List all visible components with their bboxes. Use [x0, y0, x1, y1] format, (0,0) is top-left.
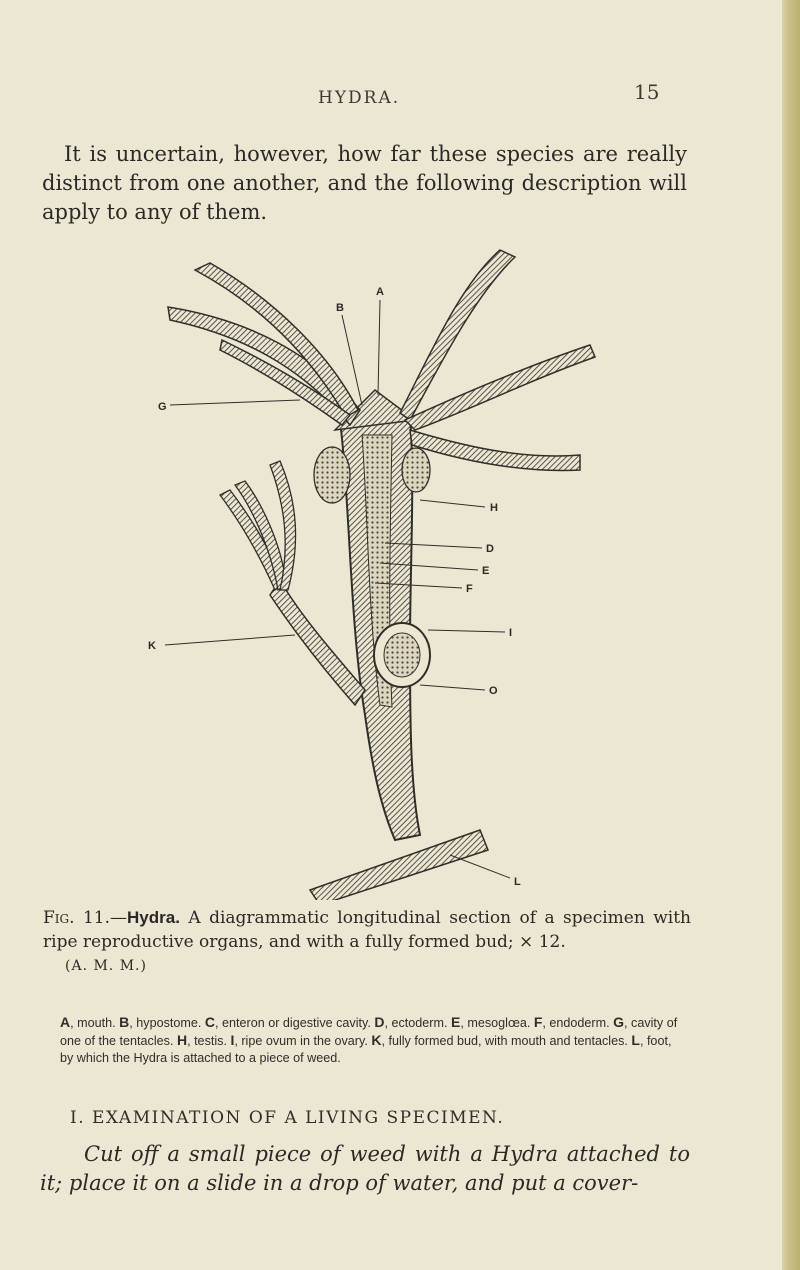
intro-paragraph: It is uncertain, however, how far these species are really distinct from one another, and the following description will apply to any of them. [42, 142, 687, 224]
legend-entry: F, endoderm. [533, 1014, 610, 1030]
instruction-paragraph: Cut off a small piece of weed with a Hydra attached to it; place it on a slide in a drop of water, and put a cover- [40, 1142, 690, 1195]
page-number: 15 [634, 80, 660, 104]
label-d: D [486, 543, 494, 555]
legend-letter: D [374, 1014, 385, 1030]
legend-description: cavity of one of the tentacles. [60, 1016, 678, 1048]
legend-entry: G, cavity of one of the tentacles. [60, 1014, 678, 1048]
label-h: H [490, 502, 498, 514]
label-e: E [482, 565, 490, 577]
legend-entry: K, fully formed bud, with mouth and tentacles. [371, 1032, 628, 1048]
page-header [0, 80, 782, 118]
legend-letter: L [631, 1032, 640, 1048]
legend-letter: F [533, 1014, 543, 1030]
legend-entry: B, hypostome. [119, 1014, 202, 1030]
figure-legend [60, 1014, 680, 1067]
label-i: I [509, 627, 513, 639]
label-o: O [489, 685, 498, 697]
label-f: F [466, 583, 473, 595]
caption-credit: (A. M. M.) [65, 958, 147, 974]
figure-caption: Fig. 11.—Hydra. A diagrammatic longitudinal section of a specimen with ripe reproductive organs, and with a fully formed bud; × 12. (A. M. M.) [43, 906, 691, 978]
legend-description: foot, by which the Hydra is attached to a piece of weed. [60, 1034, 672, 1065]
label-g: G [158, 401, 167, 413]
testis-left [314, 447, 350, 503]
caption-fig-label: Fig. 11. [43, 908, 111, 928]
legend-letter: B [119, 1014, 130, 1030]
legend-description: endoderm. [549, 1016, 610, 1030]
legend-description: ectoderm. [391, 1016, 448, 1030]
label-b: B [336, 302, 344, 314]
weed-piece [310, 830, 488, 900]
page-edge [782, 0, 800, 1270]
legend-description: mouth. [77, 1016, 116, 1030]
label-a: A [376, 286, 384, 298]
legend-description: enteron or digestive cavity. [222, 1016, 371, 1030]
legend-letter: A [60, 1014, 71, 1030]
running-head: HYDRA. [318, 88, 401, 108]
legend-entry: H, testis. [176, 1032, 227, 1048]
section-heading: I. EXAMINATION OF A LIVING SPECIMEN. [70, 1108, 505, 1128]
caption-text: A diagrammatic longitudinal section of a specimen with ripe reproductive organs, and with a fully formed bud; × 12. [43, 908, 692, 952]
legend-entry: C, enteron or digestive cavity. [204, 1014, 371, 1030]
tentacle-left-2 [195, 263, 358, 417]
legend-entry: D, ectoderm. [374, 1014, 448, 1030]
legend-letter: E [451, 1014, 461, 1030]
caption-title: Hydra. [127, 908, 180, 927]
label-l: L [514, 876, 521, 888]
legend-letter: K [371, 1032, 382, 1048]
legend-entry: E, mesoglœa. [451, 1014, 531, 1030]
legend-description: testis. [194, 1034, 227, 1048]
legend-description: ripe ovum in the ovary. [241, 1034, 368, 1048]
legend-letter: I [230, 1032, 235, 1048]
hydra-figure [110, 245, 630, 900]
hydra-section-diagram [110, 245, 630, 900]
legend-description: mesoglœa. [467, 1016, 531, 1030]
legend-entry: I, ripe ovum in the ovary. [230, 1032, 368, 1048]
legend-description: fully formed bud, with mouth and tentacles. [388, 1034, 628, 1048]
legend-description: hypostome. [136, 1016, 202, 1030]
legend-letter: C [204, 1014, 215, 1030]
legend-entry: L, foot, by which the Hydra is attached to a piece of weed. [60, 1032, 672, 1065]
testis-right [402, 448, 430, 492]
legend-letter: G [613, 1014, 625, 1030]
ovum-yolk [384, 633, 420, 677]
legend-letter: H [176, 1032, 188, 1048]
legend-entry: A, mouth. [60, 1014, 116, 1030]
bud-body [270, 580, 365, 705]
label-k: K [148, 640, 156, 652]
tentacle-right-3 [410, 430, 580, 470]
